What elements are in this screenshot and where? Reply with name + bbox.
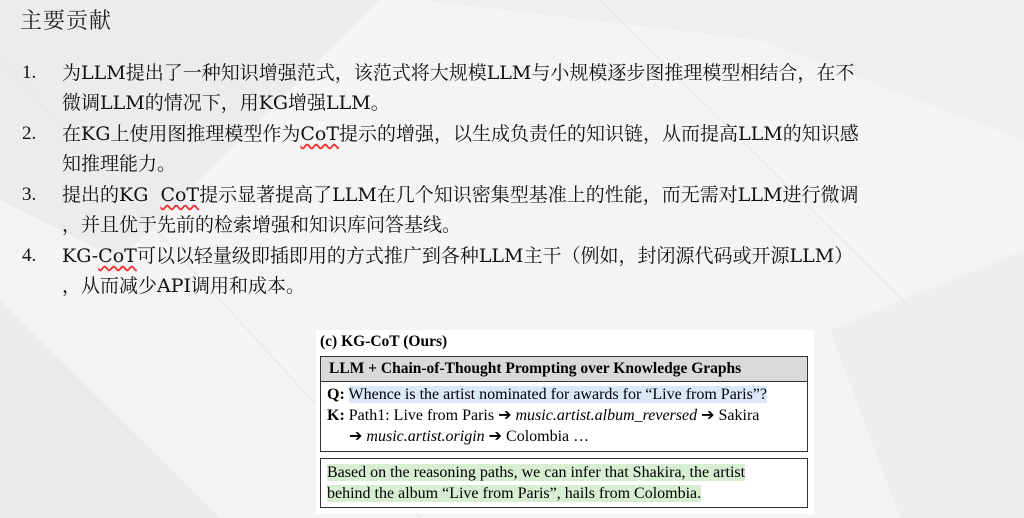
list-item (22, 58, 1012, 118)
knowledge-label: K: (327, 407, 345, 424)
item-text-pre: 提出的KG (62, 184, 161, 206)
path-start: Path1: Live from Paris (348, 407, 495, 424)
item-text-line1: 为LLM提出了一种知识增强范式，该范式将大规模LLM与小规模逐步图推理模型相结合，在不 (62, 62, 855, 84)
contribution-list (22, 58, 1012, 302)
arrow-icon: ➔ (498, 407, 512, 424)
cot-term: CoT (98, 245, 137, 267)
question-label: Q: (327, 386, 345, 403)
prompt-box (320, 356, 808, 452)
knowledge-line-2 (321, 426, 807, 447)
item-text-post: 可以以轻量级即插即用的方式推广到各种LLM主干（例如，封闭源代码或开源LLM） (136, 245, 854, 267)
relation-2: music.artist.origin (366, 428, 485, 445)
item-text-line2: 微调LLM的情况下，用KG增强LLM。 (62, 92, 390, 114)
item-text-line1 (62, 119, 1012, 149)
list-item (22, 119, 1012, 179)
item-text-line1 (62, 180, 1012, 210)
answer-box (320, 458, 808, 508)
item-number: 3. (22, 184, 37, 205)
item-text-post: 提示显著提高了LLM在几个知识密集型基准上的性能，而无需对LLM进行微调 (199, 184, 859, 206)
item-text-line2: ，从而减少API调用和成本。 (62, 275, 306, 297)
list-item (22, 180, 1012, 240)
entity-1: Sakira (718, 407, 760, 424)
item-text-line1 (62, 241, 1012, 271)
answer-line1: Based on the reasoning paths, we can infer that Shakira, the artist (327, 464, 746, 481)
item-number: 4. (22, 245, 37, 266)
cot-term: CoT (300, 123, 340, 145)
figure-caption: (c) KG-CoT (Ours) (320, 333, 448, 350)
kg-cot-figure (316, 330, 814, 514)
item-text-pre: KG- (62, 245, 99, 267)
question-text: Whence is the artist nominated for awards for “Live from Paris”? (348, 386, 768, 403)
arrow-icon: ➔ (349, 428, 363, 445)
arrow-icon: ➔ (488, 428, 503, 445)
relation-1: music.artist.album_reversed (515, 407, 698, 424)
slide-title: 主要贡献 (20, 9, 113, 34)
question-line (321, 384, 807, 405)
entity-2: Colombia … (506, 428, 590, 445)
cot-term: CoT (160, 184, 200, 206)
prompt-box-header: LLM + Chain-of-Thought Prompting over Knowledge Graphs (321, 357, 807, 382)
arrow-icon: ➔ (701, 407, 715, 424)
answer-line2: behind the album “Live from Paris”, hails from Colombia. (327, 485, 702, 502)
item-number: 1. (22, 62, 37, 83)
item-text-post: 提示的增强，以生成负责任的知识链，从而提高LLM的知识感 (339, 123, 859, 145)
item-text-line2: ，并且优于先前的检索增强和知识库问答基线。 (62, 214, 462, 236)
item-text-line2: 知推理能力。 (62, 153, 177, 175)
item-text-pre: 在KG上使用图推理模型作为 (62, 123, 301, 145)
knowledge-line (321, 405, 807, 426)
list-item (22, 241, 1012, 301)
item-number: 2. (22, 123, 37, 144)
